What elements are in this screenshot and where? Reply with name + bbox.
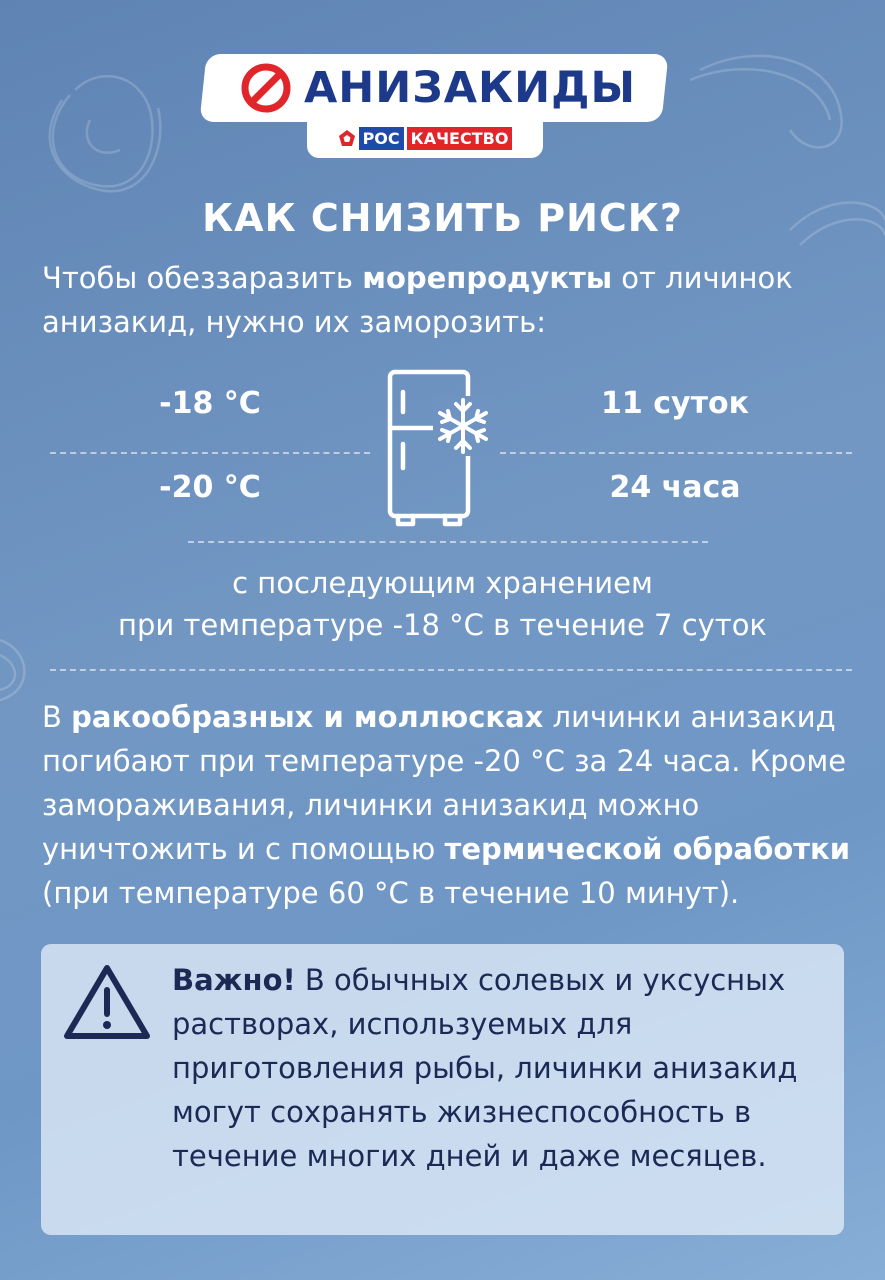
storage-line-2: при температуре -18 °С в течение 7 суток [118,608,767,642]
para-part3: (при температуре 60 °С в течение 10 минут). [42,876,740,910]
snowflake-icon [433,396,495,456]
page-heading: КАК СНИЗИТЬ РИСК? [202,196,683,240]
divider-left [50,452,370,454]
freeze-temp-1: -18 °С [159,386,261,421]
warning-triangle-icon [62,962,152,1042]
roskachestvo-logo [307,118,543,158]
divider-middle [188,541,708,543]
brand-ros: РОС [359,127,404,150]
storage-note [0,562,885,646]
divider-full [50,669,852,671]
pentagon-logo-icon [338,129,356,147]
para-part1: В [42,700,72,734]
intro-bold: морепродукты [362,261,613,295]
intro-text [42,256,852,344]
shellfish-paragraph [42,695,872,915]
freeze-temp-2: -20 °С [159,470,261,505]
para-bold-1: ракообразных и моллюсках [71,700,544,734]
brand-kachestvo: КАЧЕСТВО [407,127,513,150]
notice-bold: Важно! [172,963,296,997]
header-badge [213,54,663,122]
freeze-duration-2: 24 часа [609,470,741,505]
para-bold-2: термической обработки [444,832,851,866]
intro-part2: от личинок анизакид, нужно их заморозить: [42,261,793,339]
fridge-icon [383,368,503,528]
divider-right [500,452,852,454]
notice-text [172,958,832,1178]
freeze-duration-1: 11 суток [601,386,749,421]
no-entry-icon [240,62,292,114]
intro-part1: Чтобы обеззаразить [42,261,363,295]
notice-body: В обычных солевых и уксусных растворах, используемых для приготовления рыбы, личинки анизакид могут сохранять жизнеспособность в течение многих дней и даже месяцев. [172,963,798,1173]
para-part2: личинки анизакид погибают при температуре -20 °С за 24 часа. Кроме замораживания, личинки анизакид можно уничтожить и с помощью [42,700,847,866]
storage-line-1: с последующим хранением [232,566,653,600]
badge-title: АНИЗАКИДЫ [303,63,637,113]
